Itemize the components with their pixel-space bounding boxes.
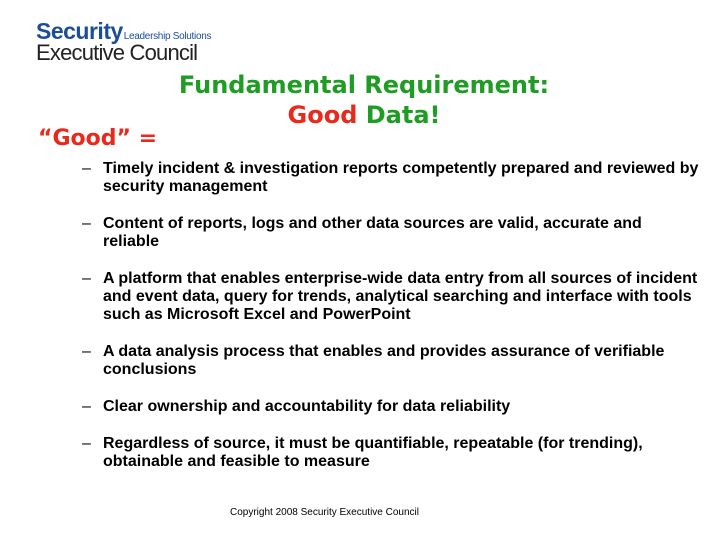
good-definition-label: “Good” = bbox=[38, 126, 158, 151]
title-good-word: Good bbox=[287, 101, 358, 129]
bullet-dash: – bbox=[82, 160, 91, 177]
list-item bbox=[82, 398, 702, 416]
logo-security-text: Security bbox=[36, 18, 123, 44]
logo bbox=[36, 20, 211, 64]
logo-tagline: Leadership Solutions bbox=[123, 31, 212, 42]
bullet-dash: – bbox=[82, 398, 91, 415]
title-data-word: Data! bbox=[357, 101, 441, 129]
logo-council-text: Executive Council bbox=[36, 40, 198, 65]
bullet-dash: – bbox=[82, 435, 91, 452]
list-item-text: Timely incident & investigation reports competently prepared and reviewed by security management bbox=[103, 160, 699, 195]
list-item-text: Clear ownership and accountability for data reliability bbox=[103, 398, 511, 415]
bullet-dash: – bbox=[82, 343, 91, 360]
list-item-text: A data analysis process that enables and provides assurance of verifiable conclusions bbox=[103, 343, 665, 378]
list-item bbox=[82, 160, 702, 196]
list-item bbox=[82, 435, 702, 471]
slide-title bbox=[0, 70, 728, 130]
copyright-footer: Copyright 2008 Security Executive Council bbox=[230, 507, 419, 518]
list-item bbox=[82, 270, 702, 324]
bullet-dash: – bbox=[82, 270, 91, 287]
title-line-1: Fundamental Requirement: bbox=[178, 71, 550, 99]
list-item-text: A platform that enables enterprise-wide data entry from all sources of incident and event data, query for trends, analytical searching and interface with tools such as Microsoft Excel and PowerPoint bbox=[103, 270, 698, 323]
bullet-dash: – bbox=[82, 215, 91, 232]
list-item bbox=[82, 215, 702, 251]
list-item-text: Content of reports, logs and other data sources are valid, accurate and reliable bbox=[103, 215, 642, 250]
list-item bbox=[82, 343, 702, 379]
logo-line-1 bbox=[36, 20, 211, 42]
requirements-list bbox=[82, 160, 702, 490]
list-item-text: Regardless of source, it must be quantifiable, repeatable (for trending), obtainable and feasible to measure bbox=[103, 435, 643, 470]
